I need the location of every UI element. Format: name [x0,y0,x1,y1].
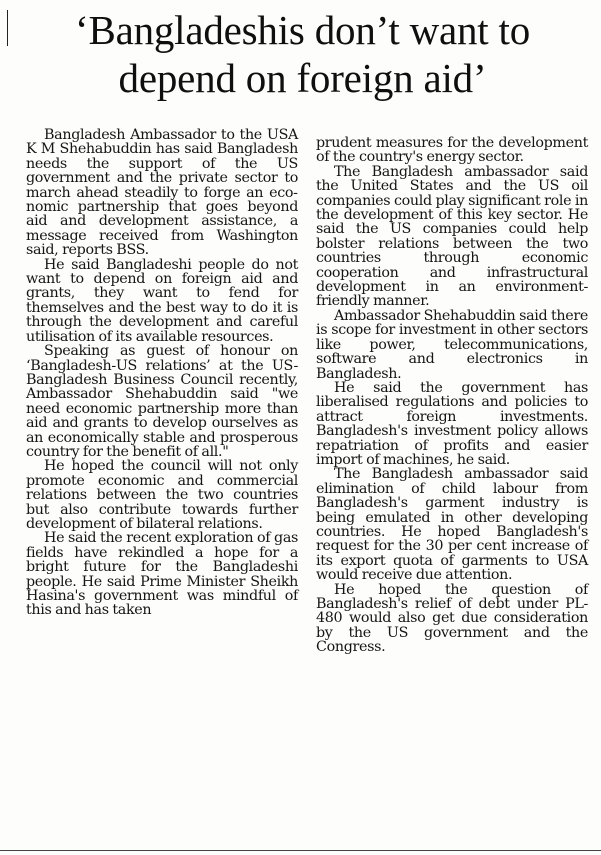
paragraph-continuation: prudent measures for the development of the country's energy sector. [316,135,588,166]
paragraph: Bangladesh Ambassador to the USA K M Shehabuddin has said Bangladesh needs the support of the US government and the private sector to march ahead steadily to forge an economic partnership that goes beyond aid and development assistance, a message received from Washington said, reports BSS. [26,127,298,259]
paragraph: He said the recent exploration of gas fields have rekindled a hope for a bright future for the Bangladeshi people. He said Prime Minister Sheikh Hasina's government was mindful of this and has taken [26,530,298,619]
paragraph: He hoped the council will not only promote economic and commercial relations between the two countries but also contribute towards further development of bilateral relations. [26,458,298,532]
paragraph: The Bangladesh ambassador said the United States and the US oil companies could play significant role in the development of this key sector. He said the US companies could help bolster relations between the two countries through economic cooperation and infrastructural development in an environment-friendly manner. [316,163,588,310]
left-column [26,128,298,618]
paragraph: He hoped the question of Bangladesh's relief of debt under PL-480 would also get due consideration by the US government and the Congress. [316,581,588,656]
headline-line-1: ‘Bangladeshis don’t want to [74,7,531,53]
paragraph: He said the government has liberalised regulations and policies to attract foreign investments. Bangladesh's investment policy allows repatriation of profits and easier import of machines, he said. [316,379,588,468]
column-rule [7,10,8,46]
headline [10,6,595,102]
paragraph: The Bangladesh ambassador said elimination of child labour from Bangladesh's garment industry is being emulated in other developing countries. He hoped Bangladesh's request for the 30 per cent increase of its export quota of garments to USA would receive due attention. [316,466,588,584]
paragraph: Speaking as guest of honour on ‘Bangladesh-US relations’ at the US-Bangladesh Business Council recently, Ambassador Shehabuddin said "we need economic partnership more than aid and grants to develop ourselves as an economically stable and prosperous country for the benefit of all." [26,343,298,460]
paragraph: He said Bangladeshi people do not want to depend on foreign aid and grants, they want to fend for themselves and the best way to do it is through the development and careful utilisation of its available resources. [26,256,298,345]
paragraph: Ambassador Shehabuddin said there is scope for investment in other sectors like power, telecommunications, software and electronics in Bangladesh. [316,307,588,382]
right-column [316,136,588,655]
headline-line-2: depend on foreign aid’ [118,55,487,101]
bottom-rule [0,850,601,851]
